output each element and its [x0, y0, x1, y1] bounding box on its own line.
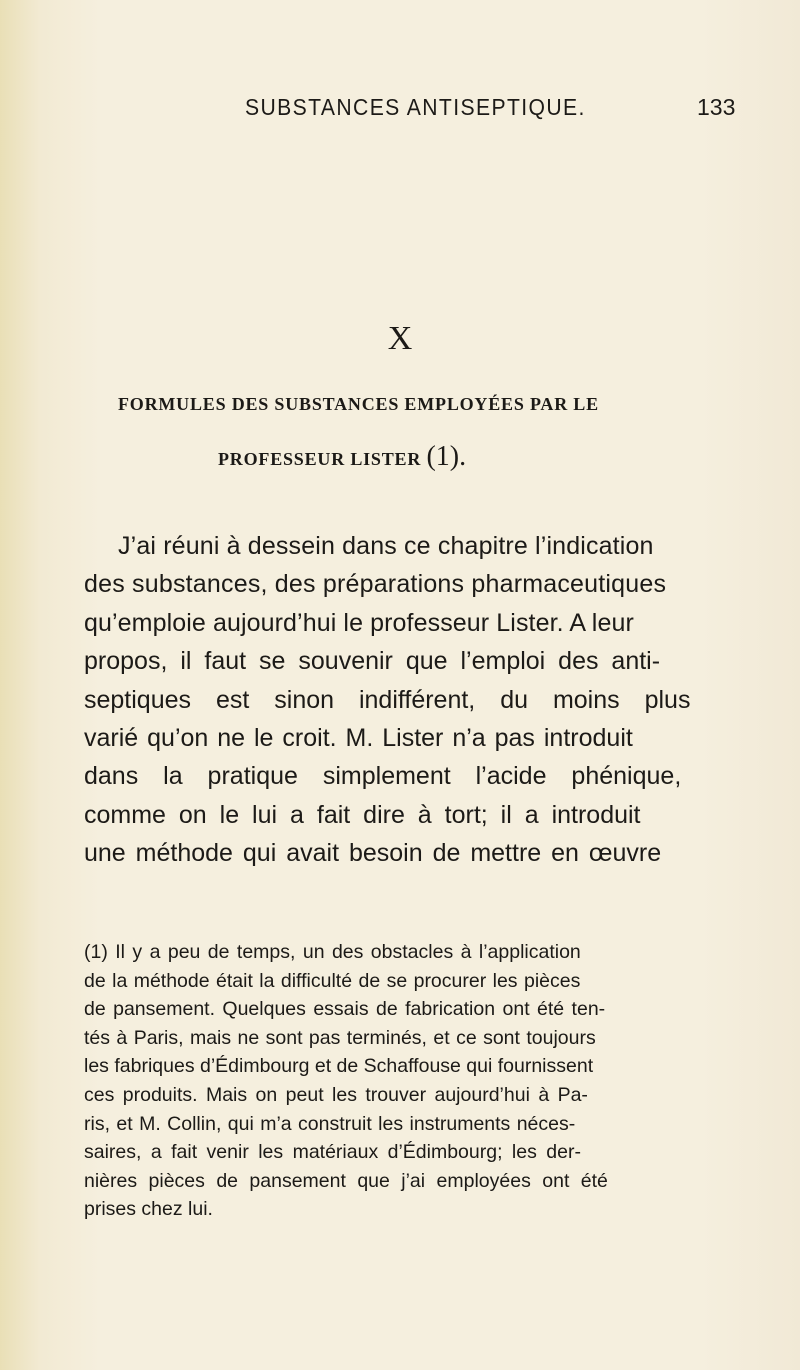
body-paragraph: [84, 527, 714, 873]
footnote-line-6: ces produits. Mais on peut les trouver aujourd’hui à Pa-: [84, 1083, 588, 1106]
running-title: SUBSTANCES ANTISEPTIQUE.: [245, 94, 586, 120]
footnote-line-1: (1) Il y a peu de temps, un des obstacles à l’application: [84, 941, 581, 963]
body-line-1: J’ai réuni à dessein dans ce chapitre l’indication: [118, 532, 654, 560]
footnote: [84, 938, 716, 1224]
footnote-line-4: tés à Paris, mais ne sont pas terminés, et ce sont toujours: [84, 1026, 596, 1049]
chapter-number: X: [387, 320, 413, 357]
footnote-line-10: prises chez lui.: [84, 1198, 213, 1221]
chapter-title-line-1: FORMULES DES SUBSTANCES EMPLOYÉES PAR LE: [118, 394, 599, 414]
body-line-3: qu’emploie aujourd’hui le professeur Lister. A leur: [84, 608, 634, 637]
footnote-line-8: saires, a fait venir les matériaux d’Édimbourg; les der-: [84, 1141, 581, 1164]
chapter-title-line-2: [218, 443, 466, 471]
body-line-7: dans la pratique simplement l’acide phénique,: [84, 762, 682, 791]
footnote-line-2: de la méthode était la difficulté de se procurer les pièces: [84, 969, 581, 992]
page-header: [0, 94, 800, 124]
footnote-line-5: les fabriques d’Édimbourg et de Schaffouse qui fournissent: [84, 1055, 594, 1078]
body-line-8: comme on le lui a fait dire à tort; il a introduit: [84, 800, 641, 829]
footnote-line-3: de pansement. Quelques essais de fabrication ont été ten-: [84, 998, 606, 1021]
chapter-title-line-2-text: PROFESSEUR LISTER: [218, 449, 422, 469]
body-line-5: septiques est sinon indifférent, du moins plus: [84, 685, 691, 714]
footnote-reference-mark: (1).: [426, 441, 467, 472]
page-number: 133: [697, 94, 736, 120]
body-line-4: propos, il faut se souvenir que l’emploi des anti-: [84, 647, 661, 676]
body-line-9: une méthode qui avait besoin de mettre en œuvre: [84, 839, 662, 868]
footnote-line-7: ris, et M. Collin, qui m’a construit les instruments néces-: [84, 1112, 576, 1135]
footnote-line-9: nières pièces de pansement que j’ai employées ont été: [84, 1169, 608, 1192]
body-line-6: varié qu’on ne le croit. M. Lister n’a pas introduit: [84, 724, 633, 753]
body-line-2: des substances, des préparations pharmaceutiques: [84, 570, 667, 599]
